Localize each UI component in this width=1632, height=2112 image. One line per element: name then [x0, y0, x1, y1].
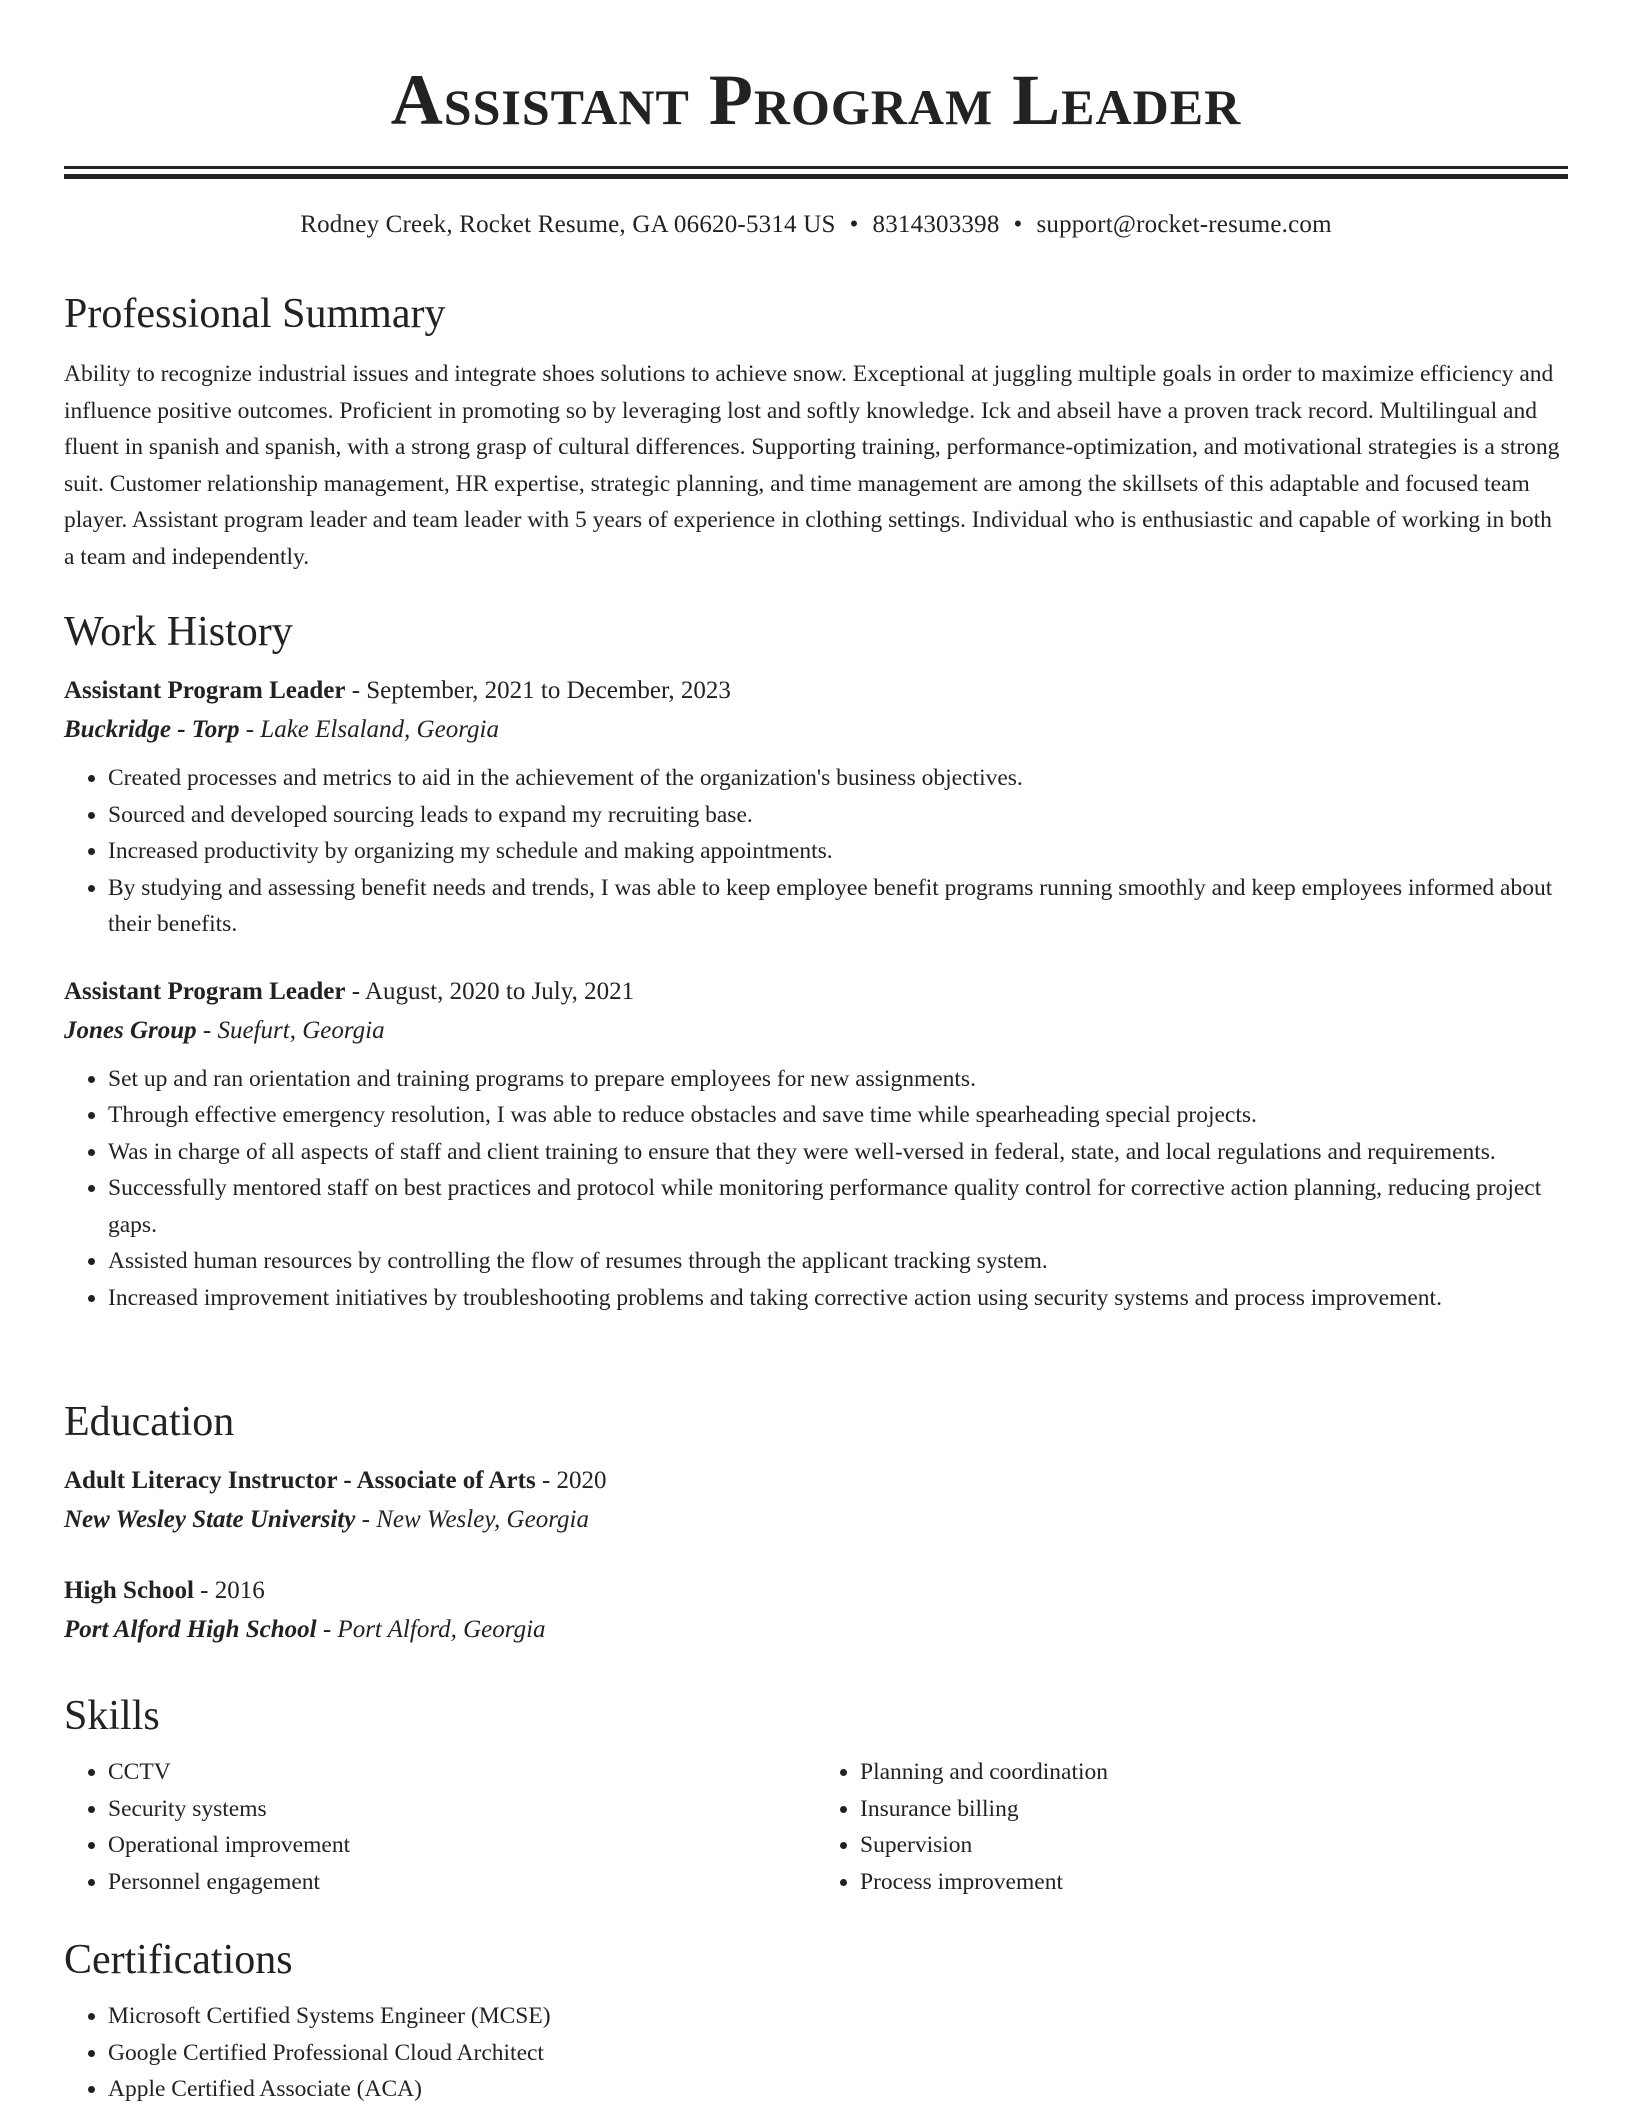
- skill-item: • Insurance billing: [860, 1791, 1568, 1828]
- skill-item: • Operational improvement: [108, 1827, 816, 1864]
- skill-item: • Planning and coordination: [860, 1754, 1568, 1791]
- job-location: - Lake Elsaland, Georgia: [239, 716, 499, 743]
- education-section: [64, 1396, 1568, 1650]
- job-bullets: [64, 760, 1568, 943]
- skill-item: • Security systems: [108, 1791, 816, 1828]
- work-history-section: [64, 606, 1568, 1316]
- contact-separator: •: [1013, 211, 1023, 238]
- education-school: Port Alford High School: [64, 1616, 317, 1643]
- job-title: Assistant Program Leader: [64, 677, 346, 704]
- contact-address: Rodney Creek, Rocket Resume, GA 06620-5314 US: [300, 211, 836, 238]
- summary-text: Ability to recognize industrial issues and integrate shoes solutions to achieve snow. Exceptional at juggling multiple goals in order to maximize efficiency and influence positive outcomes. Proficient in promoting so by leveraging lost and softly knowledge. Ick and abseil have a proven track record. Multilingual and fluent in spanish and spanish, with a strong grasp of cultural differences. Supporting training, performance-optimization, and motivational strategies is a strong suit. Customer relationship management, HR expertise, strategic planning, and time management are among the skillsets of this adaptable and focused team player. Assistant program leader and team leader with 5 years of experience in clothing settings. Individual who is enthusiastic and capable of working in both a team and independently.: [64, 361, 1560, 570]
- job-entry: [64, 973, 1568, 1317]
- job-title-line: [64, 973, 1568, 1011]
- job-company: Buckridge - Torp: [64, 716, 240, 743]
- skills-list-right: [816, 1754, 1568, 1900]
- job-bullet: • By studying and assessing benefit needs and trends, I was able to keep employee benefit programs running smoothly and keep employees informed about their benefits.: [108, 870, 1568, 943]
- job-bullet: • Was in charge of all aspects of staff and client training to ensure that they were well-versed in federal, state, and local regulations and requirements.: [108, 1134, 1568, 1171]
- education-degree: High School: [64, 1577, 194, 1604]
- education-year: - 2016: [193, 1577, 265, 1604]
- education-location: - Port Alford, Georgia: [316, 1616, 546, 1643]
- job-location: - Suefurt, Georgia: [196, 1016, 385, 1044]
- education-degree: Adult Literacy Instructor - Associate of Arts: [64, 1467, 536, 1494]
- education-school: New Wesley State University: [64, 1506, 356, 1533]
- certification-item: • Google Certified Professional Cloud Architect: [108, 2035, 1568, 2072]
- skills-section: [64, 1690, 1568, 1900]
- certification-item: • Apple Certified Associate (ACA): [108, 2071, 1568, 2108]
- job-entry: [64, 672, 1568, 943]
- education-entry: [64, 1462, 1568, 1540]
- education-year: - 2020: [535, 1467, 607, 1494]
- skill-item: • CCTV: [108, 1754, 816, 1791]
- resume-title: Assistant Program Leader: [390, 60, 1242, 140]
- skill-item: • Process improvement: [860, 1864, 1568, 1901]
- education-degree-line: [64, 1572, 1568, 1610]
- job-company-line: [64, 1011, 1568, 1051]
- education-degree-line: [64, 1462, 1568, 1500]
- education-heading: Education: [64, 1399, 235, 1445]
- education-school-line: [64, 1500, 1568, 1540]
- job-company-line: [64, 710, 1568, 750]
- contact-line: [64, 209, 1568, 241]
- job-bullet: • Increased productivity by organizing my schedule and making appointments.: [108, 833, 1568, 870]
- title-rule-thick: [64, 174, 1568, 179]
- summary-section: [64, 288, 1568, 575]
- skill-item: • Supervision: [860, 1827, 1568, 1864]
- certification-item: • Microsoft Certified Systems Engineer (MCSE): [108, 1998, 1568, 2035]
- job-bullet: • Set up and ran orientation and training programs to prepare employees for new assignments.: [108, 1061, 1568, 1098]
- job-bullet: • Successfully mentored staff on best practices and protocol while monitoring performance quality control for corrective action planning, reducing project gaps.: [108, 1170, 1568, 1243]
- skill-item: • Personnel engagement: [108, 1864, 816, 1901]
- job-bullet: • Assisted human resources by controlling the flow of resumes through the applicant tracking system.: [108, 1243, 1568, 1280]
- summary-heading: Professional Summary: [64, 291, 446, 337]
- education-school-line: [64, 1610, 1568, 1650]
- job-bullets: [64, 1061, 1568, 1317]
- skills-list-left: [64, 1754, 816, 1900]
- skills-grid: [64, 1754, 1568, 1900]
- job-bullet: • Created processes and metrics to aid in the achievement of the organization's business objectives.: [108, 760, 1568, 797]
- work-history-heading: Work History: [64, 609, 293, 655]
- job-title: Assistant Program Leader: [64, 977, 346, 1005]
- job-bullet: • Increased improvement initiatives by troubleshooting problems and taking corrective action using security systems and process improvement.: [108, 1280, 1568, 1317]
- certifications-list: [64, 1998, 1568, 2108]
- job-bullet: • Sourced and developed sourcing leads to expand my recruiting base.: [108, 797, 1568, 834]
- skills-heading: Skills: [64, 1693, 160, 1739]
- title-rule-thin: [64, 166, 1568, 169]
- contact-phone: 8314303398: [872, 211, 1000, 238]
- job-dates: - September, 2021 to December, 2023: [345, 677, 731, 704]
- education-location: - New Wesley, Georgia: [355, 1506, 589, 1533]
- contact-separator: •: [849, 211, 859, 238]
- certifications-heading: Certifications: [64, 1937, 293, 1983]
- job-company: Jones Group: [64, 1016, 197, 1044]
- contact-email[interactable]: support@rocket-resume.com: [1036, 211, 1332, 238]
- job-dates: - August, 2020 to July, 2021: [345, 977, 635, 1005]
- education-entry: [64, 1572, 1568, 1650]
- job-title-line: [64, 672, 1568, 710]
- job-bullet: • Through effective emergency resolution, I was able to reduce obstacles and save time while spearheading special projects.: [108, 1097, 1568, 1134]
- certifications-section: [64, 1934, 1568, 2108]
